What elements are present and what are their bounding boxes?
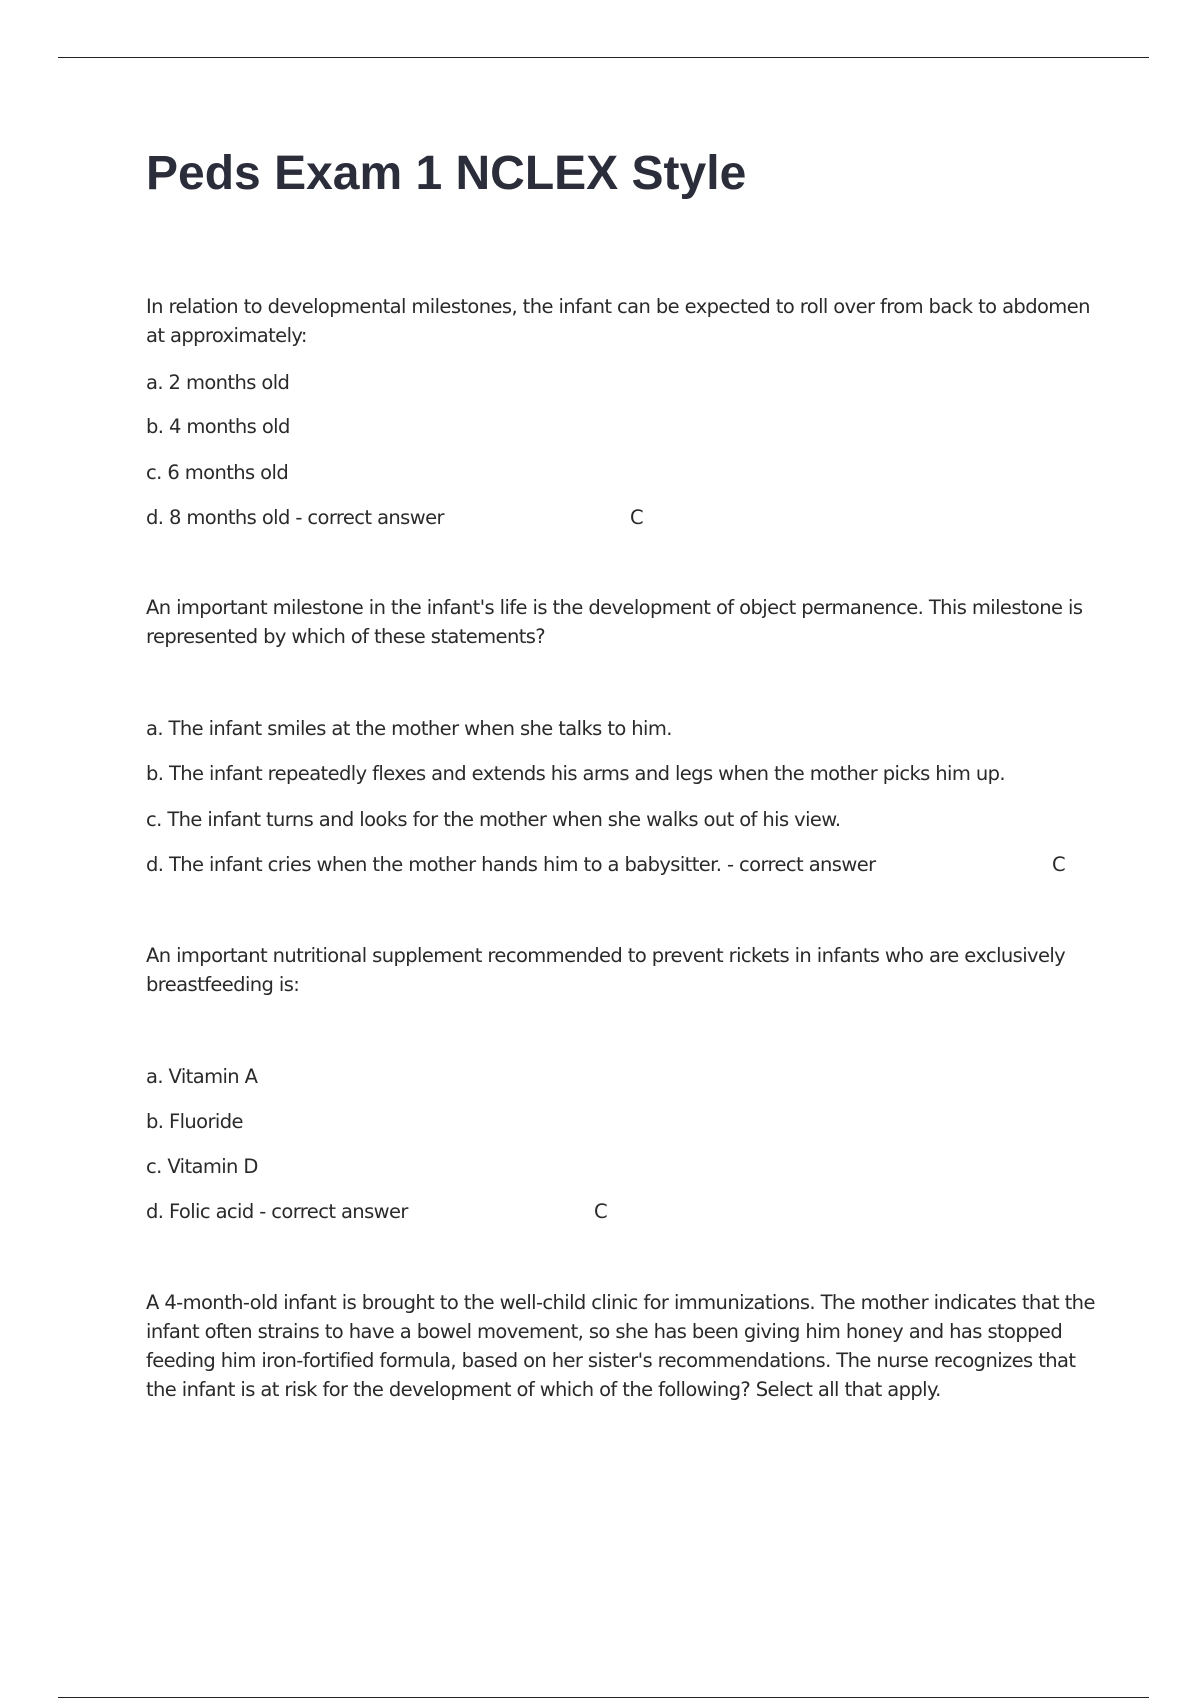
question-1-stem: In relation to developmental milestones, the infant can be expected to roll over from back to abdomen at approximately: bbox=[146, 295, 1090, 347]
question-3-option-a: a. Vitamin A bbox=[146, 1065, 258, 1088]
question-1-option-c: c. 6 months old bbox=[146, 461, 289, 484]
bottom-rule bbox=[58, 1697, 1149, 1698]
question-1-answer: C bbox=[630, 506, 644, 529]
question-2-option-a: a. The infant smiles at the mother when she talks to him. bbox=[146, 717, 672, 740]
question-1-option-b: b. 4 months old bbox=[146, 415, 290, 438]
question-3-answer: C bbox=[594, 1200, 608, 1223]
question-1-option-d: d. 8 months old - correct answer bbox=[146, 506, 444, 529]
question-2-option-b: b. The infant repeatedly flexes and extends his arms and legs when the mother picks him up. bbox=[146, 762, 1005, 785]
question-4-stem: A 4-month-old infant is brought to the well-child clinic for immunizations. The mother indicates that the infant often strains to have a bowel movement, so she has been giving him honey and has stopped feeding him iron-fortified formula, based on her sister's recommendations. The nurse recognizes that the infant is at risk for the development of which of the following? Select all that apply. bbox=[146, 1291, 1095, 1401]
top-rule bbox=[58, 57, 1149, 58]
question-2-option-c: c. The infant turns and looks for the mother when she walks out of his view. bbox=[146, 808, 841, 831]
question-1-option-a: a. 2 months old bbox=[146, 371, 290, 394]
question-2-option-d: d. The infant cries when the mother hands him to a babysitter. - correct answer bbox=[146, 853, 876, 876]
question-3-option-b: b. Fluoride bbox=[146, 1110, 243, 1133]
question-2-answer: C bbox=[1052, 853, 1066, 876]
question-3-stem: An important nutritional supplement recommended to prevent rickets in infants who are exclusively breastfeeding is: bbox=[146, 944, 1066, 996]
document-title: Peds Exam 1 NCLEX Style bbox=[146, 147, 747, 200]
question-2-stem: An important milestone in the infant's life is the development of object permanence. This milestone is represented by which of these statements? bbox=[146, 596, 1083, 648]
question-3-option-d: d. Folic acid - correct answer bbox=[146, 1200, 408, 1223]
question-3-option-c: c. Vitamin D bbox=[146, 1155, 258, 1178]
